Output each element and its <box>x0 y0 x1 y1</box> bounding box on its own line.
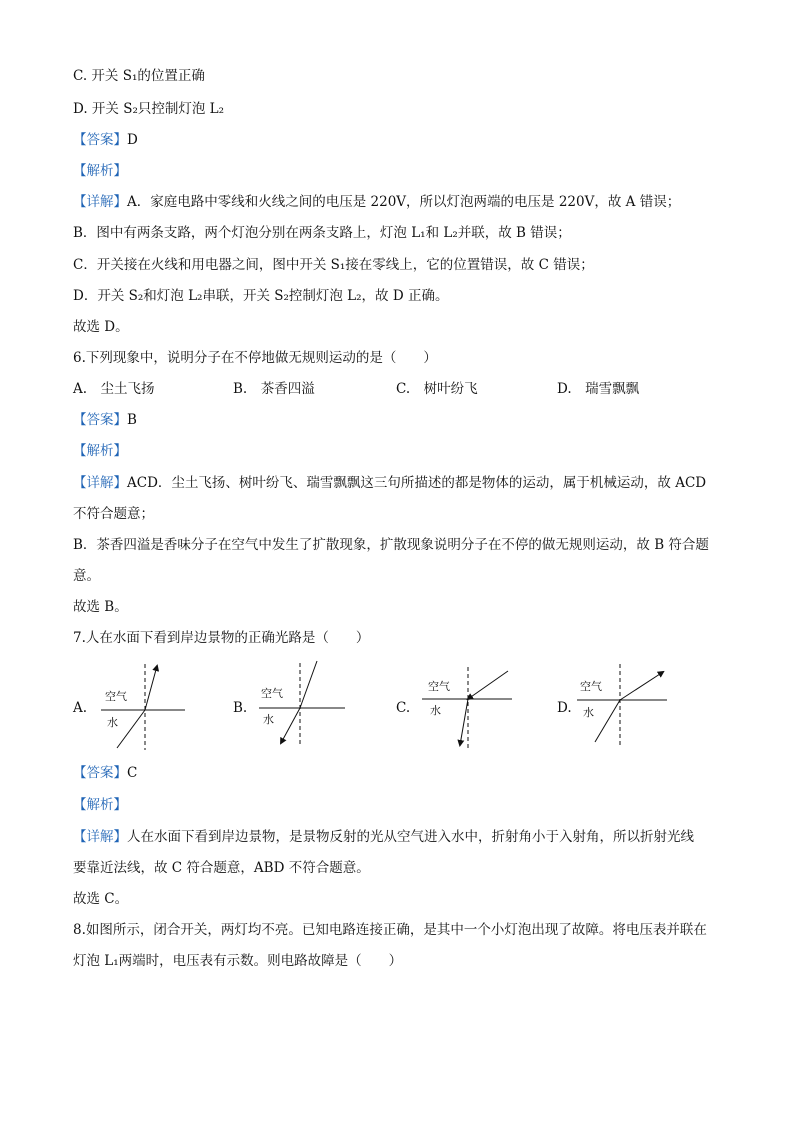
q6-conclusion: 故选 B。 <box>73 599 128 615</box>
q6-option-a: A. 尘土飞扬 <box>73 381 155 397</box>
q8-stem-1: 8.如图所示，闭合开关，两灯均不亮。已知电路连接正确，是其中一个小灯泡出现了故障。将电压表并联在 <box>73 922 707 938</box>
q6-detail-2b: 意。 <box>73 568 100 584</box>
q5-detail-3: C．开关接在火线和用电器之间，图中开关 S₁接在零线上，它的位置错误，故 C 错误； <box>73 257 594 273</box>
detail-text: 人在水面下看到岸边景物，是景物反射的光从空气进入水中，折射角小于入射角，所以折射光线 <box>127 829 694 845</box>
q7-stem: 7.人在水面下看到岸边景物的正确光路是（ ） <box>73 630 370 646</box>
q7-answer-line <box>73 764 137 782</box>
detail-tag: 【详解】 <box>73 829 127 845</box>
q7-letter-d: D. <box>557 700 572 716</box>
air-label: 空气 <box>261 687 283 700</box>
answer-tag: 【答案】 <box>73 132 127 148</box>
q7-conclusion: 故选 C。 <box>73 891 129 907</box>
q6-answer-line <box>73 411 137 429</box>
q5-option-c: C. 开关 S₁的位置正确 <box>73 68 205 84</box>
water-label: 水 <box>263 713 274 726</box>
answer-value: B <box>127 412 137 428</box>
q7-diagram-c <box>418 663 513 757</box>
air-label: 空气 <box>105 690 127 703</box>
q5-detail-1 <box>73 193 680 211</box>
answer-tag: 【答案】 <box>73 765 127 781</box>
q7-detail-1 <box>73 828 694 846</box>
q5-conclusion: 故选 D。 <box>73 319 129 335</box>
q7-analysis-tag: 【解析】 <box>73 797 127 813</box>
detail-tag: 【详解】 <box>73 475 127 491</box>
q6-option-d: D. 瑞雪飘飘 <box>557 381 640 397</box>
q5-detail-4: D．开关 S₂和灯泡 L₂串联，开关 S₂控制灯泡 L₂，故 D 正确。 <box>73 288 449 304</box>
q7-letter-b: B. <box>233 700 248 716</box>
air-label: 空气 <box>580 680 602 693</box>
q5-detail-2: B．图中有两条支路，两个灯泡分别在两条支路上，灯泡 L₁和 L₂并联，故 B 错误； <box>73 225 571 241</box>
q7-diagram-b <box>255 655 350 754</box>
q6-option-c: C. 树叶纷飞 <box>396 381 478 397</box>
q6-detail-1 <box>73 474 706 492</box>
answer-value: D <box>127 132 138 148</box>
water-label: 水 <box>107 716 118 729</box>
answer-tag: 【答案】 <box>73 412 127 428</box>
detail-text: ACD．尘土飞扬、树叶纷飞、瑞雪飘飘这三句所描述的都是物体的运动，属于机械运动，故 ACD <box>127 475 707 491</box>
water-label: 水 <box>430 704 441 717</box>
q6-stem: 6.下列现象中，说明分子在不停地做无规则运动的是（ ） <box>73 350 437 366</box>
detail-text: A．家庭电路中零线和火线之间的电压是 220V，所以灯泡两端的电压是 220V，故 A 错误； <box>127 194 681 210</box>
detail-tag: 【详解】 <box>73 194 127 210</box>
q6-option-b: B. 茶香四溢 <box>233 381 315 397</box>
q6-detail-2: B．茶香四溢是香味分子在空气中发生了扩散现象，扩散现象说明分子在不停的做无规则运动，故 B 符合题 <box>73 537 709 553</box>
q7-letter-a: A. <box>73 700 88 716</box>
q5-analysis-tag: 【解析】 <box>73 163 127 179</box>
q7-detail-1b: 要靠近法线，故 C 符合题意，ABD 不符合题意。 <box>73 860 370 876</box>
answer-value: C <box>127 765 138 781</box>
water-label: 水 <box>583 706 594 719</box>
q6-detail-1b: 不符合题意； <box>73 506 154 522</box>
q8-stem-2: 灯泡 L₁两端时，电压表有示数。则电路故障是（ ） <box>73 953 403 969</box>
q6-analysis-tag: 【解析】 <box>73 443 127 459</box>
q7-diagram-d <box>577 660 672 754</box>
q7-diagram-a <box>95 660 190 756</box>
q7-letter-c: C. <box>396 700 411 716</box>
q5-answer-line <box>73 131 138 149</box>
air-label: 空气 <box>428 680 450 693</box>
q5-option-d: D. 开关 S₂只控制灯泡 L₂ <box>73 101 225 117</box>
